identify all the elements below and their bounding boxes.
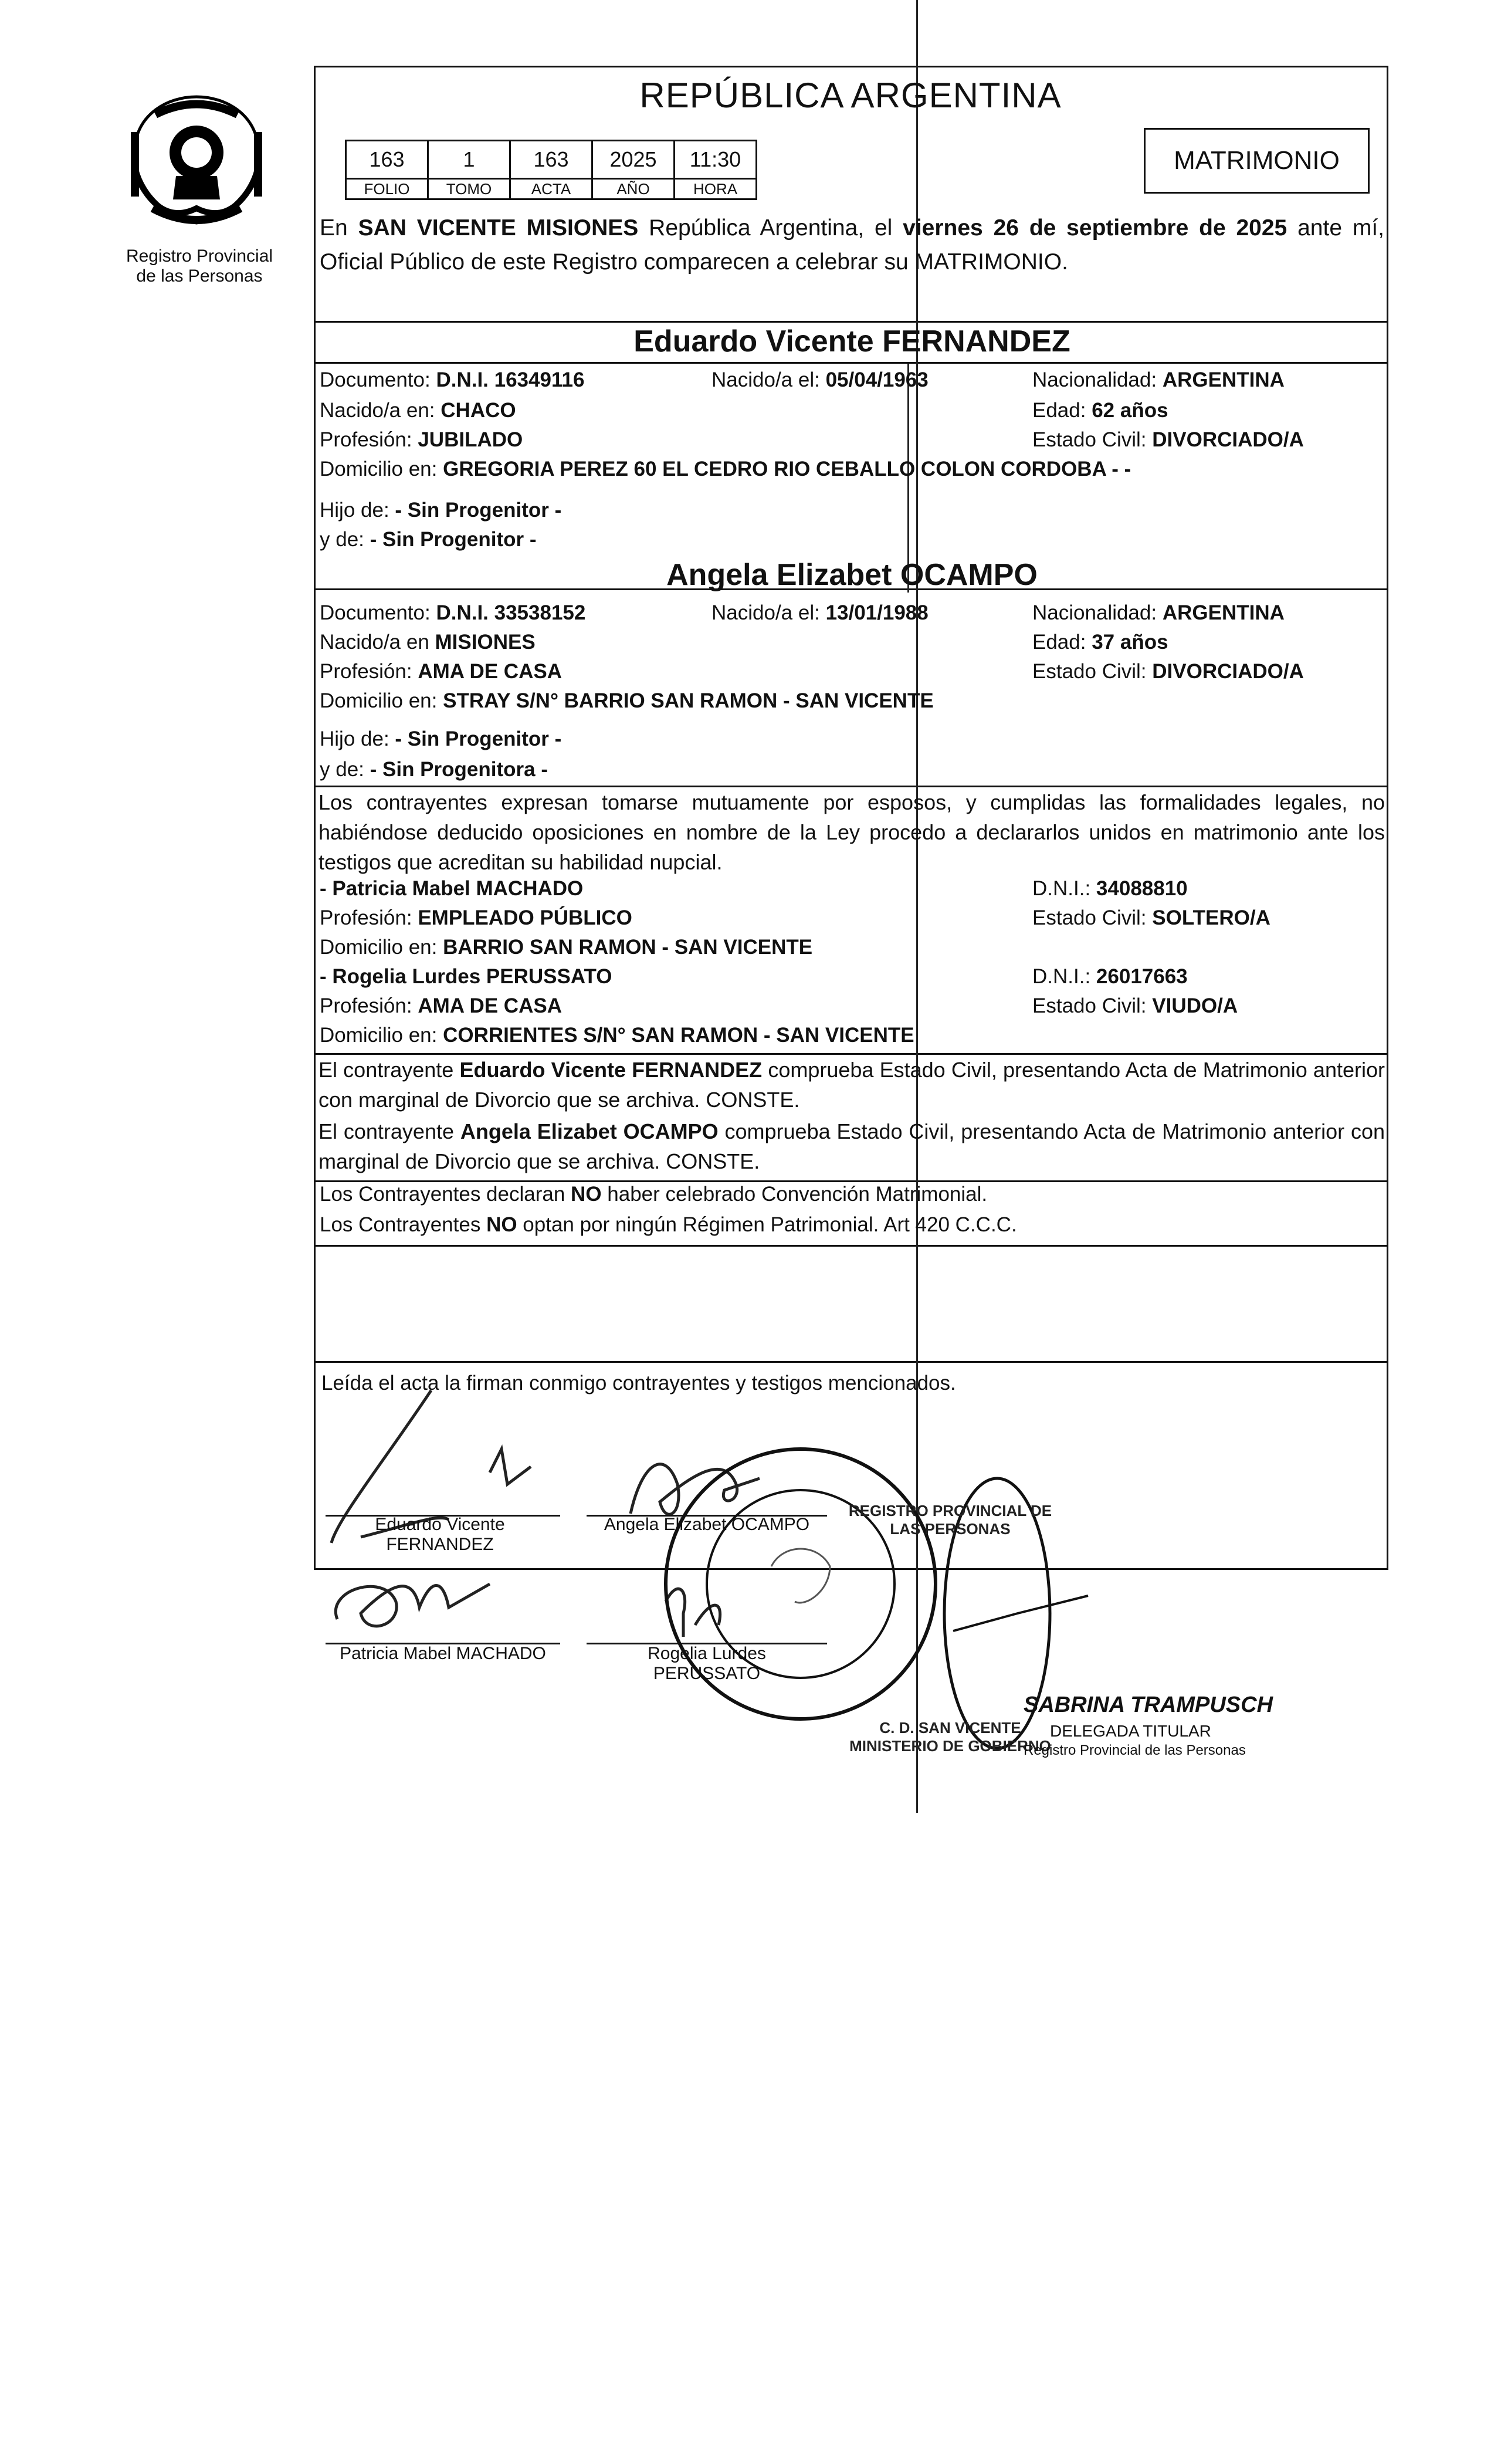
- spouse2-age: Edad: 37 años: [1032, 631, 1168, 654]
- witness1-dni: D.N.I.: 34088810: [1032, 877, 1188, 900]
- spouse2-birthplace: Nacido/a en MISIONES: [320, 631, 536, 654]
- acta-value: 163: [510, 141, 592, 179]
- witness1-civil-status: Estado Civil: SOLTERO/A: [1032, 906, 1270, 929]
- officer-office: Registro Provincial de las Personas: [1024, 1742, 1246, 1758]
- signature-label-spouse2: Angela Elizabet OCAMPO: [604, 1515, 810, 1534]
- hora-label: HORA: [675, 179, 757, 199]
- spouse1-nationality: Nacionalidad: ARGENTINA: [1032, 368, 1285, 391]
- note-spouse1: El contrayente Eduardo Vicente FERNANDEZ comprueba Estado Civil, presentando Acta de Matrimonio anterior con marginal de Divorcio que se archiva. CONSTE.: [319, 1058, 1385, 1112]
- witness1-name: - Patricia Mabel MACHADO: [320, 877, 584, 900]
- spouse1-mother: y de: - Sin Progenitor -: [320, 528, 537, 551]
- spouse2-document: Documento: D.N.I. 33538152: [320, 601, 586, 624]
- spouse2-birthdate: Nacido/a el: 13/01/1988: [711, 601, 929, 624]
- crest-caption-line-1: Registro Provincial: [126, 246, 273, 266]
- witness1-address: Domicilio en: BARRIO SAN RAMON - SAN VICENTE: [320, 936, 813, 959]
- intro-middle: República Argentina, el: [638, 215, 903, 241]
- officer-name: SABRINA TRAMPUSCH: [1024, 1693, 1273, 1717]
- signature-witness1: [336, 1584, 490, 1626]
- witness2-profession: Profesión: AMA DE CASA: [320, 994, 562, 1017]
- tomo-value: 1: [428, 141, 510, 179]
- witness1-profession: Profesión: EMPLEADO PÚBLICO: [320, 906, 632, 929]
- spouse1-address: Domicilio en: GREGORIA PEREZ 60 EL CEDRO RIO CEBALLO COLON CORDOBA - -: [320, 458, 1131, 480]
- closing-statement: Leída el acta la firman conmigo contrayentes y testigos mencionados.: [321, 1372, 956, 1395]
- intro-suffix: ante mí, Oficial Público de este Registro comparecen a celebrar su MATRIMONIO.: [320, 215, 1385, 275]
- spouse2-address: Domicilio en: STRAY S/N° BARRIO SAN RAMON - SAN VICENTE: [320, 689, 934, 712]
- spouse1-father: Hijo de: - Sin Progenitor -: [320, 499, 562, 522]
- witness2-name: - Rogelia Lurdes PERUSSATO: [320, 965, 612, 988]
- spouse2-civil-status: Estado Civil: DIVORCIADO/A: [1032, 660, 1304, 683]
- regime-line-2: Los Contrayentes NO optan por ningún Régimen Patrimonial. Art 420 C.C.C.: [320, 1213, 1017, 1236]
- acta-label: ACTA: [510, 179, 592, 199]
- intro-paragraph: [320, 211, 1384, 279]
- signature-spouse2: [631, 1464, 760, 1515]
- signature-label-spouse1: Eduardo Vicente FERNANDEZ: [375, 1515, 505, 1554]
- anio-label: AÑO: [592, 179, 675, 199]
- anio-value: 2025: [592, 141, 675, 179]
- intro-date: viernes 26 de septiembre de 2025: [903, 215, 1287, 241]
- seal-text-bottom: C. D. SAN VICENTE MINISTERIO DE GOBIERNO: [849, 1719, 1051, 1755]
- crest-caption-line-2: de las Personas: [136, 266, 263, 286]
- signature-label-witness2: Rogelia Lurdes PERUSSATO: [648, 1644, 766, 1683]
- provincial-crest-logo: [120, 91, 273, 232]
- intro-prefix: En: [320, 215, 358, 241]
- spouse1-birthdate: Nacido/a el: 05/04/1963: [711, 368, 929, 391]
- divider-6: [314, 1180, 1388, 1182]
- witness2-civil-status: Estado Civil: VIUDO/A: [1032, 994, 1238, 1017]
- registry-table: [345, 140, 757, 200]
- ceremony-paragraph: Los contrayentes expresan tomarse mutuamente por esposos, y cumplidas las formalidades legales, no habiéndose deducido oposiciones en nombre de la Ley procedo a declararlos unidos en matrimonio ante los testigos que acreditan su habilidad nupcial.: [319, 790, 1385, 874]
- spouse2-nationality: Nacionalidad: ARGENTINA: [1032, 601, 1285, 624]
- divider-7: [314, 1245, 1388, 1247]
- spouse2-profession: Profesión: AMA DE CASA: [320, 660, 562, 683]
- spouse1-civil-status: Estado Civil: DIVORCIADO/A: [1032, 428, 1304, 451]
- spouse1-profession: Profesión: JUBILADO: [320, 428, 523, 451]
- note-spouse2: El contrayente Angela Elizabet OCAMPO comprueba Estado Civil, presentando Acta de Matrimonio anterior con marginal de Divorcio que se archiva. CONSTE.: [319, 1119, 1385, 1173]
- tomo-label: TOMO: [428, 179, 510, 199]
- spouse2-father: Hijo de: - Sin Progenitor -: [320, 727, 562, 750]
- divider-8: [314, 1361, 1388, 1363]
- document-type-box: MATRIMONIO: [1144, 128, 1370, 194]
- folio-label: FOLIO: [346, 179, 428, 199]
- spouse1-birthplace: Nacido/a en: CHACO: [320, 399, 516, 422]
- hora-value: 11:30: [675, 141, 757, 179]
- country-title: REPÚBLICA ARGENTINA: [639, 76, 1062, 115]
- witness2-address: Domicilio en: CORRIENTES S/N° SAN RAMON - SAN VICENTE: [320, 1024, 914, 1047]
- spouse1-name: Eduardo Vicente FERNANDEZ: [633, 324, 1070, 358]
- signature-label-witness1: Patricia Mabel MACHADO: [340, 1644, 546, 1663]
- registry-caption: [111, 246, 287, 286]
- divider-1: [314, 321, 1388, 323]
- divider-2: [314, 362, 1388, 364]
- spouse1-document: Documento: D.N.I. 16349116: [320, 368, 585, 391]
- intro-place: SAN VICENTE MISIONES: [358, 215, 639, 241]
- witness2-dni: D.N.I.: 26017663: [1032, 965, 1188, 988]
- spouse2-name: Angela Elizabet OCAMPO: [666, 558, 1038, 592]
- officer-title: DELEGADA TITULAR: [1050, 1722, 1211, 1740]
- spouse1-age: Edad: 62 años: [1032, 399, 1168, 422]
- spouse2-mother: y de: - Sin Progenitora -: [320, 758, 548, 781]
- seal-text-top: REGISTRO PROVINCIAL DE LAS PERSONAS: [848, 1502, 1052, 1538]
- regime-line-1: Los Contrayentes declaran NO haber celebrado Convención Matrimonial.: [320, 1183, 988, 1206]
- folio-value: 163: [346, 141, 428, 179]
